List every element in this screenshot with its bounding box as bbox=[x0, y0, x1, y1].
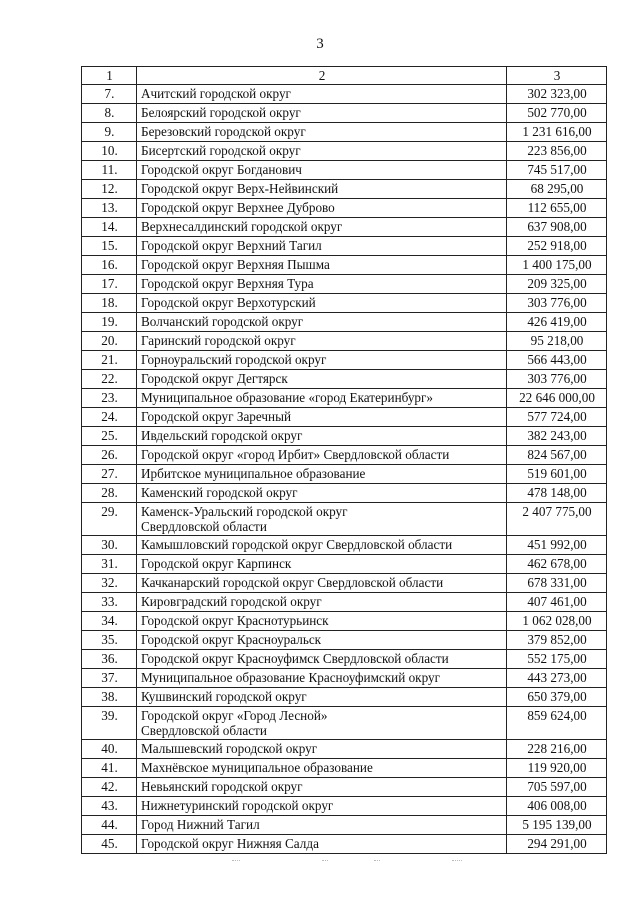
table-row bbox=[82, 142, 607, 161]
municipality-name-line: Каменский городской округ bbox=[141, 485, 298, 500]
row-number: 14. bbox=[82, 218, 137, 237]
amount-value: 1 400 175,00 bbox=[507, 256, 607, 275]
amount-value: 303 776,00 bbox=[507, 370, 607, 389]
municipality-name bbox=[137, 612, 507, 631]
table-row bbox=[82, 294, 607, 313]
municipality-name bbox=[137, 237, 507, 256]
amount-value: 382 243,00 bbox=[507, 427, 607, 446]
municipality-name-line: Муниципальное образование «город Екатеринбург» bbox=[141, 390, 434, 405]
table-row bbox=[82, 389, 607, 408]
amount-value: 426 419,00 bbox=[507, 313, 607, 332]
municipality-name bbox=[137, 370, 507, 389]
municipality-name bbox=[137, 835, 507, 854]
amount-value: 502 770,00 bbox=[507, 104, 607, 123]
table-row bbox=[82, 237, 607, 256]
municipality-name bbox=[137, 218, 507, 237]
row-number: 9. bbox=[82, 123, 137, 142]
municipality-name-line: Городской округ Карпинск bbox=[141, 556, 292, 571]
municipality-name bbox=[137, 161, 507, 180]
amount-value: 228 216,00 bbox=[507, 740, 607, 759]
amount-value: 451 992,00 bbox=[507, 536, 607, 555]
table-row bbox=[82, 313, 607, 332]
table-row bbox=[82, 275, 607, 294]
municipality-name bbox=[137, 759, 507, 778]
municipality-name-line: Волчанский городской округ bbox=[141, 314, 304, 329]
municipality-name-line: Городской округ Верхотурский bbox=[141, 295, 316, 310]
scan-mark bbox=[232, 860, 240, 862]
allocation-table bbox=[81, 66, 607, 854]
row-number: 45. bbox=[82, 835, 137, 854]
amount-value: 1 231 616,00 bbox=[507, 123, 607, 142]
header-column-2: 2 bbox=[137, 67, 507, 85]
row-number: 27. bbox=[82, 465, 137, 484]
municipality-name-line: Городской округ Богданович bbox=[141, 162, 302, 177]
row-number: 40. bbox=[82, 740, 137, 759]
municipality-name-line: Городской округ Верхнее Дуброво bbox=[141, 200, 335, 215]
row-number: 29. bbox=[82, 503, 137, 536]
row-number: 24. bbox=[82, 408, 137, 427]
table-row bbox=[82, 408, 607, 427]
municipality-name bbox=[137, 294, 507, 313]
municipality-name-line: Кушвинский городской округ bbox=[141, 689, 307, 704]
row-number: 16. bbox=[82, 256, 137, 275]
table-row bbox=[82, 593, 607, 612]
row-number: 19. bbox=[82, 313, 137, 332]
scan-mark bbox=[374, 860, 380, 862]
municipality-name bbox=[137, 740, 507, 759]
municipality-name bbox=[137, 446, 507, 465]
amount-value: 22 646 000,00 bbox=[507, 389, 607, 408]
table-row bbox=[82, 370, 607, 389]
header-column-1: 1 bbox=[82, 67, 137, 85]
amount-value: 302 323,00 bbox=[507, 85, 607, 104]
row-number: 8. bbox=[82, 104, 137, 123]
municipality-name-line: Березовский городской округ bbox=[141, 124, 306, 139]
table-row bbox=[82, 688, 607, 707]
table-row bbox=[82, 536, 607, 555]
row-number: 10. bbox=[82, 142, 137, 161]
amount-value: 112 655,00 bbox=[507, 199, 607, 218]
municipality-name bbox=[137, 536, 507, 555]
municipality-name-line: Городской округ Дегтярск bbox=[141, 371, 288, 386]
amount-value: 519 601,00 bbox=[507, 465, 607, 484]
row-number: 35. bbox=[82, 631, 137, 650]
municipality-name-line: Город Нижний Тагил bbox=[141, 817, 260, 832]
municipality-name-line: Городской округ Красноуфимск Свердловской области bbox=[141, 651, 449, 666]
municipality-name-line: Городской округ Нижняя Салда bbox=[141, 836, 319, 851]
municipality-name bbox=[137, 104, 507, 123]
municipality-name bbox=[137, 484, 507, 503]
municipality-name bbox=[137, 688, 507, 707]
row-number: 12. bbox=[82, 180, 137, 199]
row-number: 21. bbox=[82, 351, 137, 370]
table-row bbox=[82, 740, 607, 759]
municipality-name-line: Махнёвское муниципальное образование bbox=[141, 760, 373, 775]
municipality-name bbox=[137, 669, 507, 688]
table-row bbox=[82, 797, 607, 816]
municipality-name bbox=[137, 123, 507, 142]
row-number: 13. bbox=[82, 199, 137, 218]
table-row bbox=[82, 465, 607, 484]
table-body bbox=[82, 85, 607, 854]
amount-value: 443 273,00 bbox=[507, 669, 607, 688]
municipality-name-line: Городской округ Заречный bbox=[141, 409, 292, 424]
row-number: 43. bbox=[82, 797, 137, 816]
table-row bbox=[82, 199, 607, 218]
table-header bbox=[82, 67, 607, 85]
table-row bbox=[82, 669, 607, 688]
municipality-name-line: Бисертский городской округ bbox=[141, 143, 301, 158]
amount-value: 5 195 139,00 bbox=[507, 816, 607, 835]
municipality-name-line: Ивдельский городской округ bbox=[141, 428, 303, 443]
municipality-name-line: Городской округ Верхняя Тура bbox=[141, 276, 314, 291]
row-number: 7. bbox=[82, 85, 137, 104]
row-number: 11. bbox=[82, 161, 137, 180]
table-row bbox=[82, 180, 607, 199]
table-row bbox=[82, 778, 607, 797]
amount-value: 2 407 775,00 bbox=[507, 503, 607, 536]
municipality-name-line: Городской округ Верх-Нейвинский bbox=[141, 181, 339, 196]
amount-value: 566 443,00 bbox=[507, 351, 607, 370]
amount-value: 577 724,00 bbox=[507, 408, 607, 427]
scan-mark bbox=[452, 860, 462, 862]
municipality-name-line: Кировградский городской округ bbox=[141, 594, 322, 609]
municipality-name bbox=[137, 275, 507, 294]
municipality-name bbox=[137, 427, 507, 446]
row-number: 37. bbox=[82, 669, 137, 688]
page-number: 3 bbox=[316, 36, 324, 52]
row-number: 23. bbox=[82, 389, 137, 408]
municipality-name bbox=[137, 797, 507, 816]
municipality-name-line: Муниципальное образование Красноуфимский округ bbox=[141, 670, 441, 685]
amount-value: 637 908,00 bbox=[507, 218, 607, 237]
municipality-name-line: Городской округ «город Ирбит» Свердловской области bbox=[141, 447, 450, 462]
row-number: 26. bbox=[82, 446, 137, 465]
header-row bbox=[82, 67, 607, 85]
amount-value: 68 295,00 bbox=[507, 180, 607, 199]
municipality-name bbox=[137, 503, 507, 536]
municipality-name-line: Ачитский городской округ bbox=[141, 86, 291, 101]
municipality-name-line: Малышевский городской округ bbox=[141, 741, 318, 756]
row-number: 33. bbox=[82, 593, 137, 612]
table-row bbox=[82, 85, 607, 104]
table-row bbox=[82, 104, 607, 123]
row-number: 38. bbox=[82, 688, 137, 707]
amount-value: 252 918,00 bbox=[507, 237, 607, 256]
amount-value: 650 379,00 bbox=[507, 688, 607, 707]
municipality-name bbox=[137, 816, 507, 835]
amount-value: 379 852,00 bbox=[507, 631, 607, 650]
municipality-name-line: Качканарский городской округ Свердловской области bbox=[141, 575, 444, 590]
municipality-name-line: Городской округ «Город Лесной» bbox=[141, 708, 328, 723]
municipality-name-line: Гаринский городской округ bbox=[141, 333, 296, 348]
table-row bbox=[82, 446, 607, 465]
municipality-name bbox=[137, 778, 507, 797]
municipality-name-line: Невьянский городской округ bbox=[141, 779, 303, 794]
municipality-name-line: Горноуральский городской округ bbox=[141, 352, 327, 367]
table-row bbox=[82, 123, 607, 142]
amount-value: 119 920,00 bbox=[507, 759, 607, 778]
scan-mark bbox=[322, 860, 328, 862]
municipality-name-line: Каменск-Уральский городской округ bbox=[141, 504, 348, 519]
row-number: 32. bbox=[82, 574, 137, 593]
municipality-name-line: Белоярский городской округ bbox=[141, 105, 301, 120]
municipality-name bbox=[137, 85, 507, 104]
municipality-name bbox=[137, 256, 507, 275]
table-row bbox=[82, 555, 607, 574]
amount-value: 407 461,00 bbox=[507, 593, 607, 612]
municipality-name-line: Свердловской области bbox=[141, 723, 267, 738]
row-number: 25. bbox=[82, 427, 137, 446]
municipality-name bbox=[137, 574, 507, 593]
table-row bbox=[82, 612, 607, 631]
municipality-name bbox=[137, 389, 507, 408]
municipality-name-line: Нижнетуринский городской округ bbox=[141, 798, 334, 813]
row-number: 15. bbox=[82, 237, 137, 256]
municipality-name bbox=[137, 555, 507, 574]
municipality-name bbox=[137, 199, 507, 218]
row-number: 20. bbox=[82, 332, 137, 351]
table-row bbox=[82, 332, 607, 351]
table-row bbox=[82, 218, 607, 237]
municipality-name bbox=[137, 465, 507, 484]
table-row bbox=[82, 835, 607, 854]
amount-value: 478 148,00 bbox=[507, 484, 607, 503]
municipality-name bbox=[137, 180, 507, 199]
table-row bbox=[82, 631, 607, 650]
municipality-name bbox=[137, 593, 507, 612]
municipality-name-line: Городской округ Верхняя Пышма bbox=[141, 257, 330, 272]
amount-value: 824 567,00 bbox=[507, 446, 607, 465]
row-number: 18. bbox=[82, 294, 137, 313]
table-row bbox=[82, 574, 607, 593]
row-number: 34. bbox=[82, 612, 137, 631]
header-column-3: 3 bbox=[507, 67, 607, 85]
municipality-name bbox=[137, 351, 507, 370]
table-row bbox=[82, 351, 607, 370]
table-row bbox=[82, 161, 607, 180]
amount-value: 1 062 028,00 bbox=[507, 612, 607, 631]
amount-value: 303 776,00 bbox=[507, 294, 607, 313]
amount-value: 859 624,00 bbox=[507, 707, 607, 740]
row-number: 22. bbox=[82, 370, 137, 389]
municipality-name bbox=[137, 707, 507, 740]
amount-value: 678 331,00 bbox=[507, 574, 607, 593]
amount-value: 705 597,00 bbox=[507, 778, 607, 797]
amount-value: 294 291,00 bbox=[507, 835, 607, 854]
municipality-name-line: Верхнесалдинский городской округ bbox=[141, 219, 343, 234]
row-number: 31. bbox=[82, 555, 137, 574]
table-row bbox=[82, 484, 607, 503]
row-number: 42. bbox=[82, 778, 137, 797]
row-number: 30. bbox=[82, 536, 137, 555]
municipality-name bbox=[137, 313, 507, 332]
municipality-name bbox=[137, 650, 507, 669]
amount-value: 462 678,00 bbox=[507, 555, 607, 574]
table-row bbox=[82, 427, 607, 446]
municipality-name-line: Городской округ Красноуральск bbox=[141, 632, 322, 647]
municipality-name bbox=[137, 332, 507, 351]
table-row bbox=[82, 707, 607, 740]
amount-value: 209 325,00 bbox=[507, 275, 607, 294]
amount-value: 552 175,00 bbox=[507, 650, 607, 669]
row-number: 36. bbox=[82, 650, 137, 669]
municipality-name-line: Камышловский городской округ Свердловской области bbox=[141, 537, 453, 552]
row-number: 28. bbox=[82, 484, 137, 503]
row-number: 44. bbox=[82, 816, 137, 835]
amount-value: 745 517,00 bbox=[507, 161, 607, 180]
table-row bbox=[82, 650, 607, 669]
municipality-name bbox=[137, 631, 507, 650]
municipality-name bbox=[137, 408, 507, 427]
table-row bbox=[82, 503, 607, 536]
amount-value: 95 218,00 bbox=[507, 332, 607, 351]
amount-value: 223 856,00 bbox=[507, 142, 607, 161]
amount-value: 406 008,00 bbox=[507, 797, 607, 816]
row-number: 41. bbox=[82, 759, 137, 778]
row-number: 17. bbox=[82, 275, 137, 294]
table-row bbox=[82, 759, 607, 778]
municipality-name-line: Свердловской области bbox=[141, 519, 267, 534]
municipality-name bbox=[137, 142, 507, 161]
table-row bbox=[82, 256, 607, 275]
municipality-name-line: Городской округ Верхний Тагил bbox=[141, 238, 322, 253]
municipality-name-line: Городской округ Краснотурьинск bbox=[141, 613, 329, 628]
table-row bbox=[82, 816, 607, 835]
row-number: 39. bbox=[82, 707, 137, 740]
municipality-name-line: Ирбитское муниципальное образование bbox=[141, 466, 366, 481]
